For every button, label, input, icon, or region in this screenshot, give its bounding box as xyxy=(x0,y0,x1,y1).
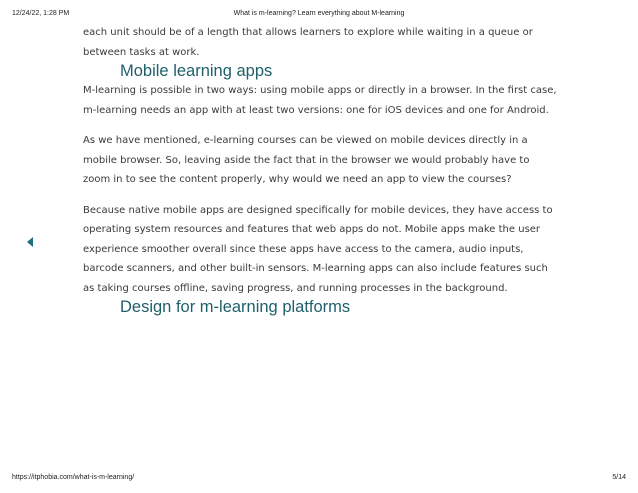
print-datetime: 12/24/22, 1:28 PM xyxy=(12,10,70,17)
heading-design-platforms: Design for m-learning platforms xyxy=(120,298,351,316)
print-page-number: 5/14 xyxy=(612,474,626,481)
paragraph-browser-view: As we have mentioned, e-learning courses can be viewed on mobile devices directly in a mobile browser. So, leaving aside the fact that in the browser we would probably have to zoom in to see the content properly, why would we need an app to view the courses? xyxy=(83,135,530,185)
print-page-title: What is m-learning? Learn everything about M-learning xyxy=(233,10,405,17)
paragraph-two-ways: M-learning is possible in two ways: using mobile apps or directly in a browser. In the first case, m-learning needs an app with at least two versions: one for iOS devices and one for Android. xyxy=(83,85,557,116)
intro-paragraph: each unit should be of a length that allows learners to explore while waiting in a queue or between tasks at work. xyxy=(83,27,533,58)
heading-mobile-learning-apps: Mobile learning apps xyxy=(120,62,273,80)
caret-left-icon[interactable] xyxy=(27,237,33,247)
article-body xyxy=(83,23,558,317)
print-url: https://itphobia.com/what-is-m-learning/ xyxy=(12,474,135,481)
paragraph-native-apps: Because native mobile apps are designed specifically for mobile devices, they have access to operating system resources and features that web apps do not. Mobile apps make the user experience smoother overall since these apps have access to the camera, audio inputs, barcode scanners, and other built-in sensors. M-learning apps can also include features such as taking courses offline, saving progress, and running processes in the background. xyxy=(83,204,553,294)
